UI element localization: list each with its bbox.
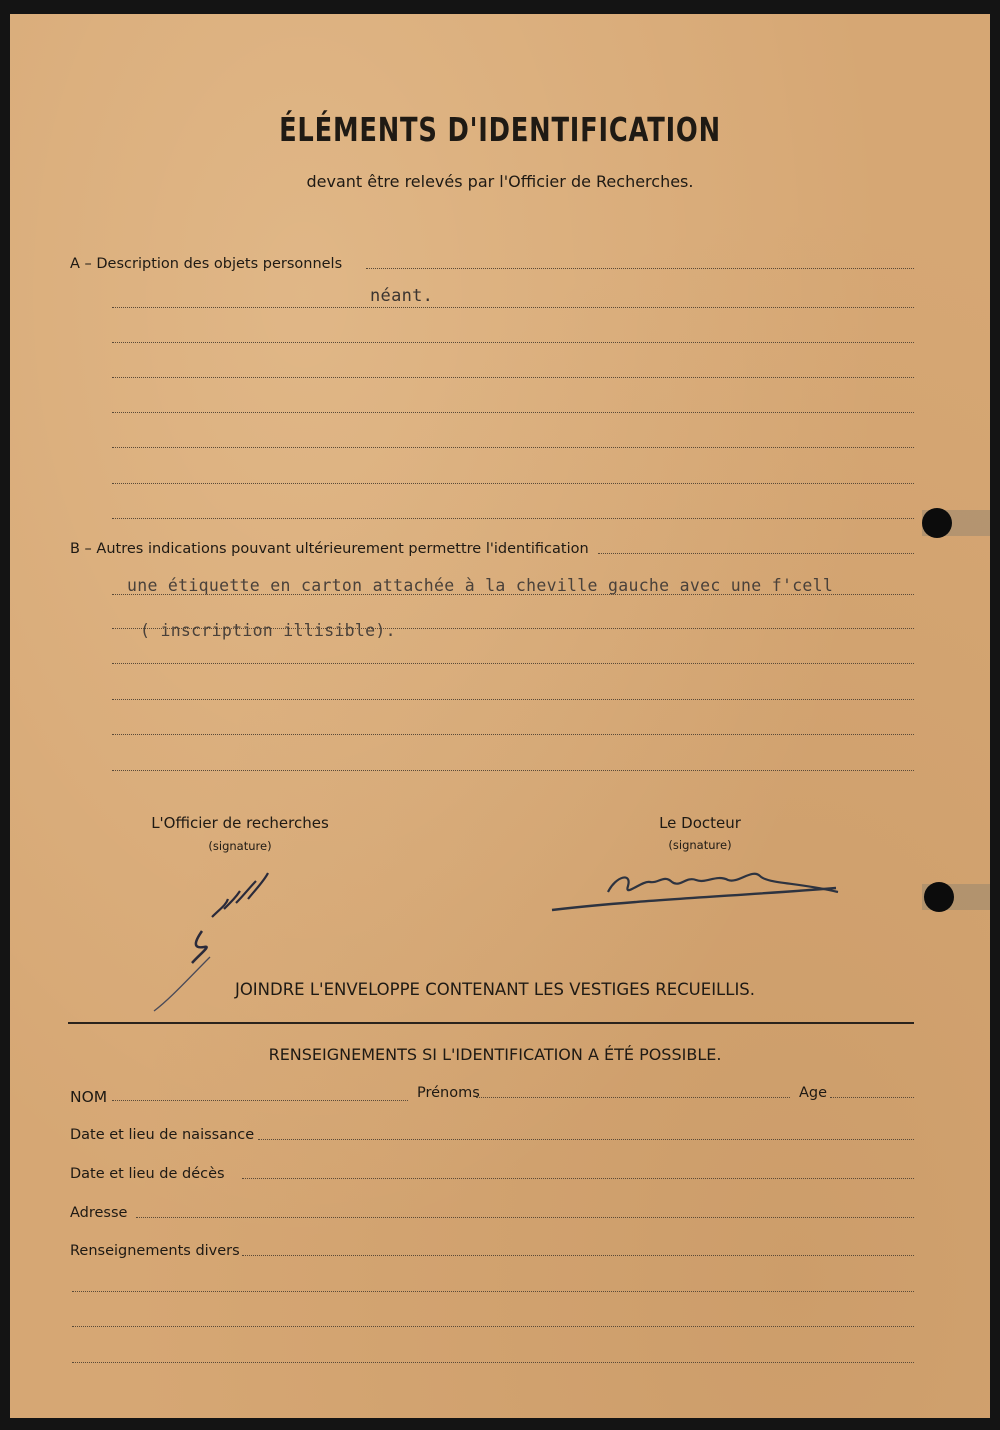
section-a-typed-text: néant.	[370, 286, 434, 306]
divers-field-1	[242, 1255, 914, 1256]
divers-label: Renseignements divers	[70, 1243, 240, 1259]
section-a-line-3	[112, 342, 914, 343]
punch-hole-bottom	[924, 882, 954, 912]
section-divider	[68, 1022, 914, 1024]
section-a-line-7	[112, 483, 914, 484]
section-b-line-1	[598, 553, 914, 554]
section-a-line-5	[112, 412, 914, 413]
age-field	[830, 1097, 914, 1098]
naissance-label: Date et lieu de naissance	[70, 1127, 255, 1143]
nom-field	[112, 1100, 408, 1101]
section-b-typed-line-2: ( inscription illisible).	[140, 621, 396, 640]
doctor-label: Le Docteur	[659, 814, 741, 832]
adresse-label: Adresse	[70, 1205, 128, 1221]
form-title: ÉLÉMENTS D'IDENTIFICATION	[279, 110, 721, 149]
section-b-line-5	[112, 699, 914, 700]
identification-form-sheet	[10, 14, 990, 1418]
section-a-line-8	[112, 518, 914, 519]
officer-signature-caption: (signature)	[208, 839, 272, 853]
divers-field-3	[72, 1326, 914, 1327]
section-a-line-1	[366, 268, 914, 269]
nom-label: NOM	[70, 1088, 108, 1106]
section-b-line-4	[112, 663, 914, 664]
section-b-line-6	[112, 734, 914, 735]
deces-field	[242, 1178, 914, 1179]
adresse-field	[136, 1217, 914, 1218]
divers-field-4	[72, 1362, 914, 1363]
deces-label: Date et lieu de décès	[70, 1166, 225, 1182]
section-a-line-6	[112, 447, 914, 448]
section-b-line-3	[112, 628, 914, 629]
doctor-signature-caption: (signature)	[668, 838, 732, 852]
section-a-line-4	[112, 377, 914, 378]
divers-field-2	[72, 1291, 914, 1292]
section-b-line-2	[112, 594, 914, 595]
naissance-field	[258, 1139, 914, 1140]
prenoms-label: Prénoms	[417, 1085, 480, 1101]
punch-hole-top	[922, 508, 952, 538]
doctor-signature-image	[546, 852, 846, 916]
form-subtitle: devant être relevés par l'Officier de Recherches.	[306, 172, 694, 191]
section-a-label: A – Description des objets personnels	[70, 256, 343, 272]
prenoms-field	[476, 1097, 790, 1098]
age-label: Age	[799, 1085, 828, 1101]
officer-label: L'Officier de recherches	[151, 814, 329, 832]
section-a-line-2	[112, 307, 914, 308]
section-b-label: B – Autres indications pouvant ultérieurement permettre l'identification	[70, 541, 589, 557]
info-heading: RENSEIGNEMENTS SI L'IDENTIFICATION A ÉTÉ POSSIBLE.	[268, 1045, 722, 1064]
instruction-text: JOINDRE L'ENVELOPPE CONTENANT LES VESTIGES RECUEILLIS.	[234, 980, 756, 999]
section-b-line-7	[112, 770, 914, 771]
section-b-typed-line-1: une étiquette en carton attachée à la cheville gauche avec une f'cell	[127, 576, 834, 595]
